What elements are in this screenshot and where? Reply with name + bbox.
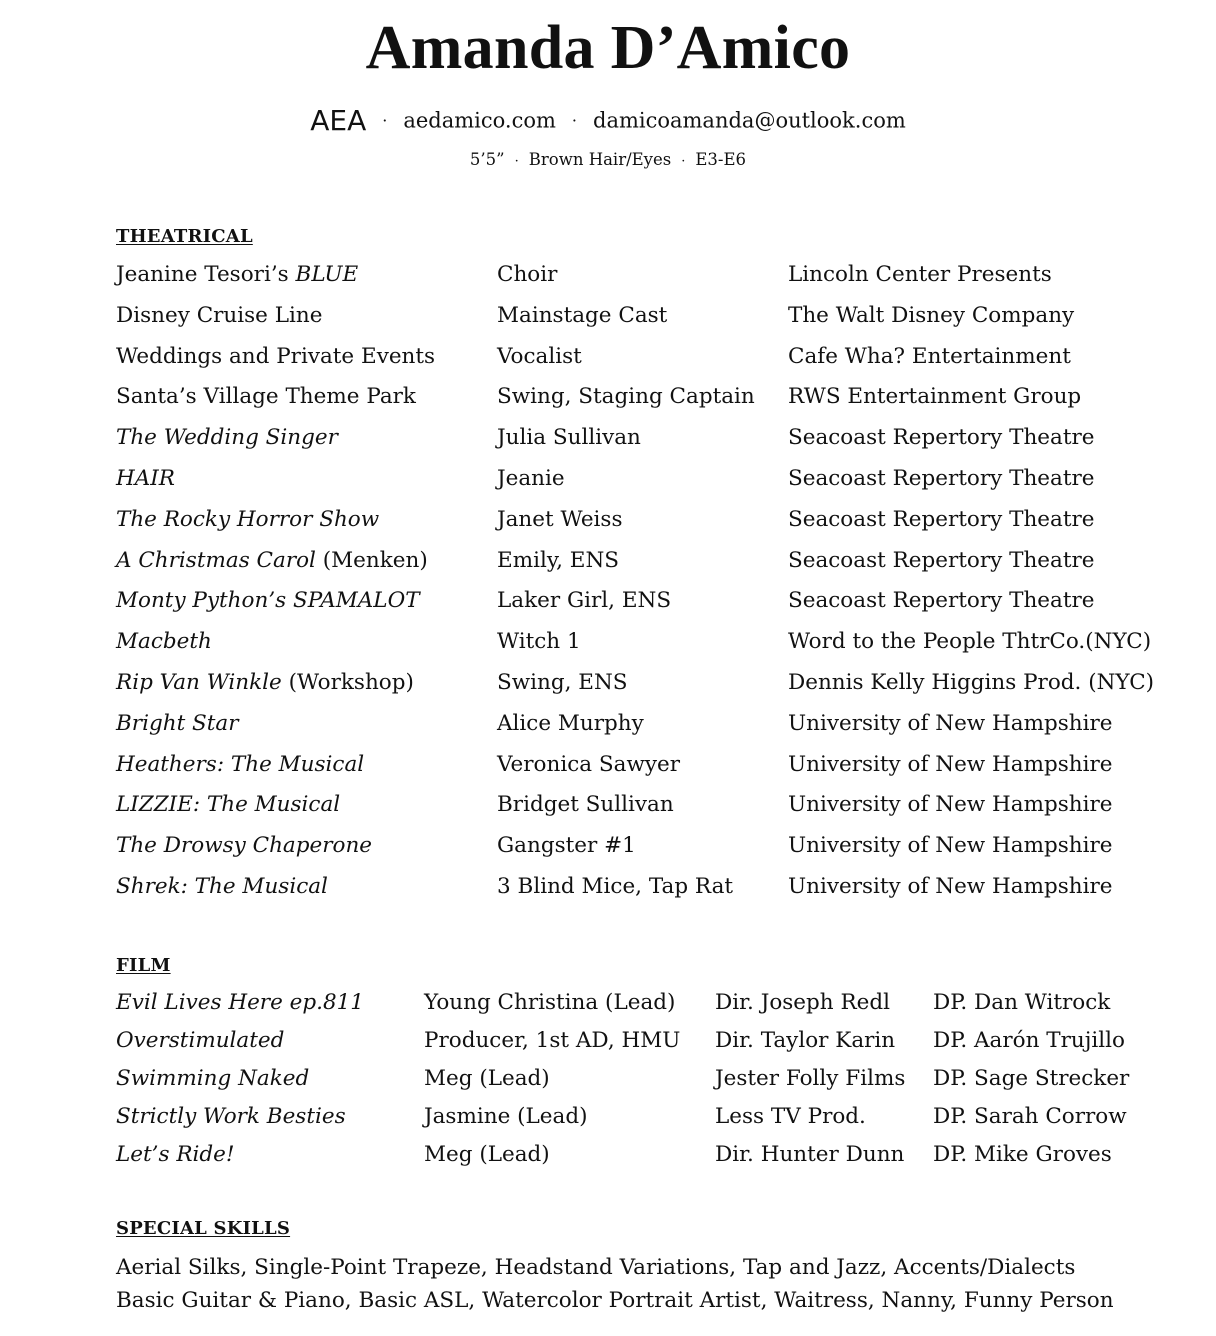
show-title-italic: Shrek: The Musical — [116, 874, 328, 899]
director: Dir. Taylor Karin — [715, 1028, 896, 1053]
company: Cafe Wha? Entertainment — [788, 343, 1071, 369]
role: Swing, ENS — [497, 670, 628, 695]
director: Dir. Hunter Dunn — [715, 1142, 905, 1167]
company: University of New Hampshire — [788, 792, 1113, 818]
role: Jeanie — [497, 466, 565, 491]
show-title-italic: Rip Van Winkle — [116, 670, 282, 695]
show-title-text: Jeanine Tesori’s — [116, 262, 296, 287]
show-title — [116, 507, 379, 532]
director: Dir. Joseph Redl — [715, 990, 891, 1015]
show-title-italic: A Christmas Carol — [116, 547, 316, 573]
company: University of New Hampshire — [788, 833, 1113, 859]
show-title — [116, 711, 239, 736]
show-title — [116, 262, 358, 287]
show-title — [116, 629, 212, 654]
director: Jester Folly Films — [715, 1066, 906, 1091]
show-title — [116, 588, 420, 613]
hair-eyes: Brown Hair/Eyes — [528, 150, 672, 169]
role: 3 Blind Mice, Tap Rat — [497, 874, 734, 899]
company: Lincoln Center Presents — [788, 262, 1052, 287]
show-title — [116, 792, 340, 817]
email-link[interactable]: damicoamanda@outlook.com — [593, 108, 906, 133]
company: University of New Hampshire — [788, 710, 1113, 736]
show-title — [116, 874, 328, 899]
contact-line — [0, 104, 1216, 137]
theatrical-heading: THEATRICAL — [116, 226, 253, 247]
show-title-italic: The Drowsy Chaperone — [116, 833, 373, 859]
show-title — [116, 548, 428, 573]
show-title-note: (Menken) — [315, 547, 428, 573]
role: Gangster #1 — [497, 833, 636, 859]
role: Meg (Lead) — [424, 1066, 550, 1091]
role: Young Christina (Lead) — [424, 990, 676, 1015]
role: Bridget Sullivan — [497, 792, 674, 818]
company: University of New Hampshire — [788, 874, 1113, 899]
show-title-italic: Heathers: The Musical — [116, 751, 365, 777]
company: RWS Entertainment Group — [788, 384, 1082, 410]
role: Emily, ENS — [497, 547, 620, 573]
company: Seacoast Repertory Theatre — [788, 425, 1095, 451]
show-title-italic: The Rocky Horror Show — [116, 506, 380, 532]
actor-name: Amanda D’Amico — [365, 14, 851, 82]
role: Alice Murphy — [497, 710, 644, 736]
cinematographer: DP. Dan Witrock — [933, 990, 1111, 1015]
company: Seacoast Repertory Theatre — [788, 506, 1095, 532]
film-title: Overstimulated — [116, 1028, 285, 1053]
role: Meg (Lead) — [424, 1142, 550, 1167]
special-skills-line: Aerial Silks, Single-Point Trapeze, Headstand Variations, Tap and Jazz, Accents/Dialects — [116, 1255, 1076, 1280]
separator-dot: · — [514, 154, 519, 169]
company: The Walt Disney Company — [788, 302, 1075, 328]
cinematographer: DP. Aarón Trujillo — [933, 1028, 1125, 1053]
separator-dot: · — [382, 111, 388, 130]
show-title — [116, 752, 364, 777]
cinematographer: DP. Sarah Corrow — [933, 1104, 1127, 1129]
show-title — [116, 384, 416, 409]
website-link[interactable]: aedamico.com — [403, 108, 556, 133]
show-title-italic: Macbeth — [116, 629, 212, 655]
role: Witch 1 — [497, 629, 581, 655]
film-title: Strictly Work Besties — [116, 1104, 346, 1129]
special-skills-line: Basic Guitar & Piano, Basic ASL, Watercolor Portrait Artist, Waitress, Nanny, Funny Person — [116, 1288, 1114, 1313]
director: Less TV Prod. — [715, 1104, 866, 1129]
show-title-text: Weddings and Private Events — [116, 343, 436, 369]
company: Dennis Kelly Higgins Prod. (NYC) — [788, 670, 1155, 695]
cinematographer: DP. Mike Groves — [933, 1142, 1112, 1167]
company: University of New Hampshire — [788, 751, 1113, 777]
role: Producer, 1st AD, HMU — [424, 1028, 681, 1053]
show-title — [116, 425, 338, 450]
film-title: Evil Lives Here ep.811 — [116, 990, 364, 1015]
show-title-italic: Monty Python’s SPAMALOT — [116, 588, 420, 614]
show-title — [116, 344, 435, 369]
physical-stats — [0, 150, 1216, 169]
show-title — [116, 670, 414, 695]
cinematographer: DP. Sage Strecker — [933, 1066, 1130, 1091]
role: Mainstage Cast — [497, 302, 668, 328]
role: Jasmine (Lead) — [424, 1104, 588, 1129]
film-heading: FILM — [116, 955, 171, 976]
show-title-italic: Bright Star — [116, 710, 239, 736]
union-affiliation: AEA — [310, 104, 367, 137]
company: Seacoast Repertory Theatre — [788, 547, 1095, 573]
show-title-text: Disney Cruise Line — [116, 302, 323, 328]
show-title-text: Santa’s Village Theme Park — [116, 384, 416, 410]
role: Vocalist — [497, 343, 582, 369]
show-title-italic: LIZZIE: The Musical — [116, 792, 341, 818]
separator-dot: · — [681, 154, 686, 169]
show-title — [116, 466, 175, 491]
role: Julia Sullivan — [497, 425, 641, 451]
role: Choir — [497, 262, 558, 287]
show-title-note: (Workshop) — [281, 670, 414, 695]
show-title-italic: BLUE — [295, 262, 359, 287]
company: Seacoast Repertory Theatre — [788, 466, 1095, 491]
film-title: Let’s Ride! — [116, 1142, 235, 1167]
company: Seacoast Repertory Theatre — [788, 588, 1095, 614]
special-skills-heading: SPECIAL SKILLS — [116, 1218, 291, 1239]
company: Word to the People ThtrCo.(NYC) — [788, 629, 1152, 655]
film-title: Swimming Naked — [116, 1066, 310, 1091]
role: Laker Girl, ENS — [497, 588, 672, 614]
show-title — [116, 833, 372, 858]
role: Veronica Sawyer — [497, 751, 681, 777]
show-title — [116, 303, 322, 328]
role: Janet Weiss — [497, 506, 623, 532]
vocal-range: E3-E6 — [695, 150, 747, 169]
show-title-italic: HAIR — [116, 466, 175, 491]
role: Swing, Staging Captain — [497, 384, 755, 410]
height: 5’5” — [469, 150, 505, 169]
show-title-italic: The Wedding Singer — [116, 425, 338, 451]
separator-dot: · — [571, 111, 577, 130]
